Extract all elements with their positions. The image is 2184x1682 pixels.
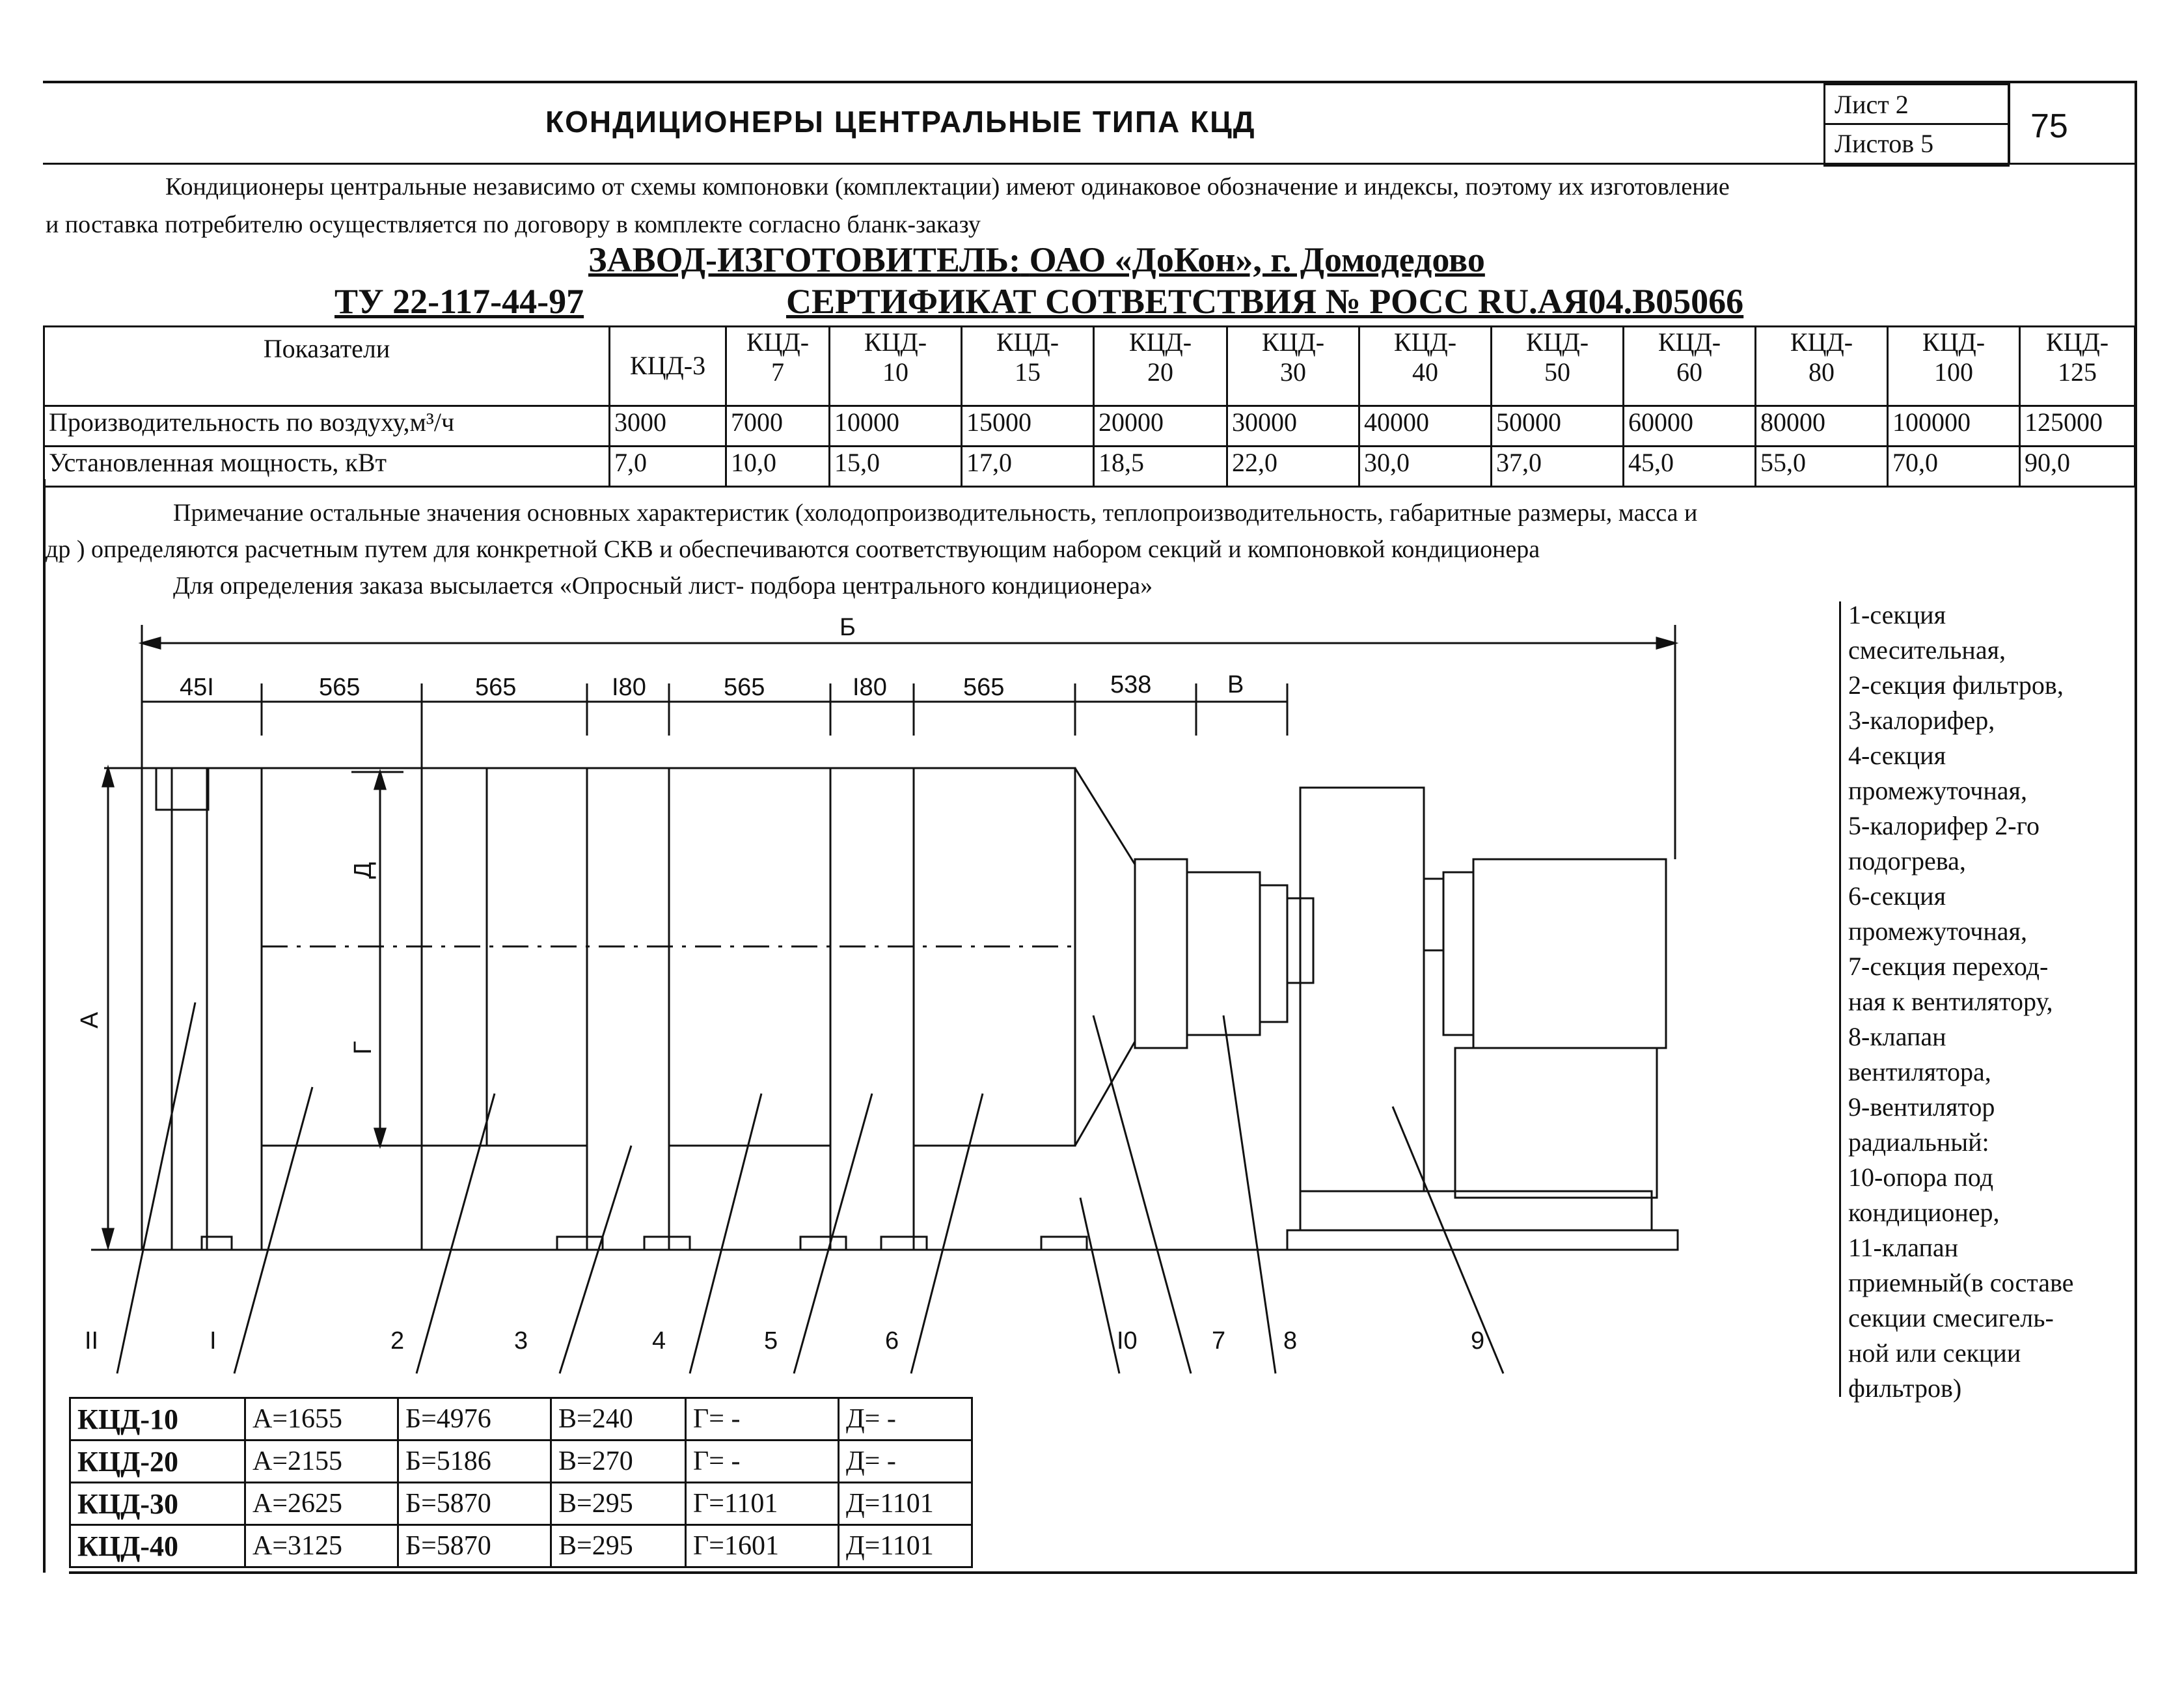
dims-cell: Г= -	[686, 1441, 839, 1483]
legend-line: 3-калорифер,	[1848, 706, 1995, 735]
legend-line: 7-секция переход-	[1848, 952, 2049, 981]
legend-line: вентилятора,	[1848, 1057, 1991, 1086]
legend-line: подогрева,	[1848, 846, 1966, 875]
spec-model-cell: КЦД-3	[610, 327, 726, 406]
spec-cell: 15000	[962, 406, 1094, 447]
spec-row-label: Установленная мощность, кВт	[44, 447, 610, 487]
manufacturer-label: ЗАВОД-ИЗГОТОВИТЕЛЬ:	[588, 240, 1021, 279]
legend-line: радиальный:	[1848, 1127, 1989, 1157]
dims-cell: В=240	[551, 1398, 686, 1441]
intro-line-1: Кондиционеры центральные независимо от схемы компоновки (комплектации) имеют одинаковое обозначение и индексы, поэтому их изготовление	[165, 173, 1730, 200]
dims-cell: Д= -	[839, 1441, 972, 1483]
spec-row-label: Производительность по воздуху,м³/ч	[44, 406, 610, 447]
spec-cell: 30,0	[1359, 447, 1492, 487]
spec-cell: 70,0	[1888, 447, 2020, 487]
note-line-1: Примечание остальные значения основных характеристик (холодопроизводительность, теплопроизводительность, габаритные размеры, масса и	[173, 499, 1698, 527]
dims-model: КЦД-30	[70, 1483, 245, 1525]
assembly-drawing	[65, 612, 1705, 1406]
spec-model-cell: КЦД- 7	[726, 327, 830, 406]
dims-model: КЦД-10	[70, 1398, 245, 1441]
dims-cell: Д=1101	[839, 1525, 972, 1567]
height-label-d: Д	[349, 862, 377, 879]
spec-model-cell: КЦД- 50	[1492, 327, 1624, 406]
dims-cell: Б=4976	[398, 1398, 551, 1441]
callout-label: 9	[1471, 1327, 1485, 1355]
intro-line-2: и поставка потребителю осуществляется по договору в комплекте согласно бланк-заказу	[46, 211, 981, 238]
segment-dim-label: 565	[319, 674, 361, 701]
overall-length-label: Б	[839, 614, 856, 641]
dims-cell: В=295	[551, 1483, 686, 1525]
callout-label: I0	[1117, 1327, 1138, 1355]
callout-label: I	[210, 1327, 217, 1355]
dims-cell: Г=1101	[686, 1483, 839, 1525]
dims-cell: В=295	[551, 1525, 686, 1567]
legend-line: 5-калорифер 2-го	[1848, 811, 2040, 840]
dimensions-table	[69, 1397, 973, 1568]
spec-cell: 45,0	[1624, 447, 1756, 487]
callout-label: 3	[514, 1327, 528, 1355]
spec-model-cell: КЦД- 10	[830, 327, 962, 406]
legend-line: 4-секция	[1848, 741, 1946, 770]
spec-cell: 3000	[610, 406, 726, 447]
legend-line: промежуточная,	[1848, 917, 2027, 946]
spec-cell: 10000	[830, 406, 962, 447]
segment-dim-label: 565	[963, 674, 1005, 701]
legend-line: 9-вентилятор	[1848, 1092, 1995, 1122]
segment-dim-label: I80	[612, 674, 646, 701]
spec-header-row	[44, 327, 2135, 406]
dims-cell: Б=5870	[398, 1483, 551, 1525]
page-number: 75	[2030, 107, 2068, 145]
spec-cell: 22,0	[1227, 447, 1359, 487]
callout-label: 5	[764, 1327, 778, 1355]
spec-header-label: Показатели	[44, 327, 610, 406]
spec-model-cell: КЦД- 15	[962, 327, 1094, 406]
standard-code: ТУ 22-117-44-97	[334, 282, 584, 321]
spec-cell: 7,0	[610, 447, 726, 487]
spec-cell: 20000	[1094, 406, 1227, 447]
dims-cell: Г= -	[686, 1398, 839, 1441]
note-line-3: Для определения заказа высылается «Опросный лист- подбора центрального кондиционера»	[173, 572, 1153, 600]
spec-cell: 55,0	[1756, 447, 1888, 487]
dims-row	[70, 1525, 972, 1567]
legend-line: 11-клапан	[1848, 1233, 1959, 1262]
spec-cell: 40000	[1359, 406, 1492, 447]
sheet-number: Лист 2	[1835, 90, 1909, 119]
callout-label: 7	[1212, 1327, 1226, 1355]
legend-line: промежуточная,	[1848, 776, 2027, 805]
dims-cell: Д=1101	[839, 1483, 972, 1525]
dims-row	[70, 1441, 972, 1483]
legend-line: секции смесигель-	[1848, 1303, 2054, 1332]
frame-header-bottom-line	[43, 163, 2136, 165]
segment-dim-label: 45I	[180, 674, 214, 701]
segment-dim-label: I80	[853, 674, 887, 701]
frame-bottom-line	[69, 1571, 2137, 1574]
dims-row	[70, 1398, 972, 1441]
spec-cell: 100000	[1888, 406, 2020, 447]
dims-cell: А=3125	[245, 1525, 398, 1567]
spec-row-airflow	[44, 406, 2135, 447]
dims-cell: В=270	[551, 1441, 686, 1483]
manufacturer-line	[588, 240, 1485, 280]
callout-label: 4	[652, 1327, 666, 1355]
spec-cell: 50000	[1492, 406, 1624, 447]
height-label-a: А	[76, 1012, 103, 1028]
spec-model-cell: КЦД- 125	[2020, 327, 2135, 406]
legend-line: 2-секция фильтров,	[1848, 670, 2064, 700]
dims-row	[70, 1483, 972, 1525]
spec-cell: 18,5	[1094, 447, 1227, 487]
dims-model: КЦД-40	[70, 1525, 245, 1567]
spec-model-cell: КЦД- 20	[1094, 327, 1227, 406]
legend-line: ная к вентилятору,	[1848, 987, 2053, 1016]
legend-divider	[1839, 601, 1841, 1397]
legend	[1848, 598, 2128, 1406]
spec-model-cell: КЦД- 80	[1756, 327, 1888, 406]
intro-text	[46, 168, 2128, 243]
callout-label: 6	[885, 1327, 899, 1355]
segment-dim-label: В	[1227, 671, 1244, 698]
frame-right-line	[2135, 81, 2137, 1573]
segment-dim-label: 565	[475, 674, 517, 701]
spec-model-cell: КЦД- 40	[1359, 327, 1492, 406]
sheet-divider	[1825, 123, 2008, 125]
height-label-g: Г	[349, 1041, 377, 1055]
legend-line: фильтров)	[1848, 1373, 1962, 1403]
legend-line: кондиционер,	[1848, 1198, 2000, 1227]
dims-model: КЦД-20	[70, 1441, 245, 1483]
callout-label: II	[85, 1327, 99, 1355]
frame-top-line	[43, 81, 2136, 83]
dims-cell: А=2625	[245, 1483, 398, 1525]
document-title: КОНДИЦИОНЕРЫ ЦЕНТРАЛЬНЫЕ ТИПА КЦД	[545, 105, 1256, 139]
legend-line: 10-опора под	[1848, 1163, 1994, 1192]
legend-line: 1-секция	[1848, 600, 1946, 629]
segment-dim-label: 538	[1110, 671, 1152, 698]
note-text	[46, 495, 2128, 604]
spec-table	[43, 325, 2136, 488]
spec-cell: 60000	[1624, 406, 1756, 447]
manufacturer-value: ОАО «ДоКон», г. Домодедово	[1029, 240, 1485, 279]
spec-cell: 125000	[2020, 406, 2135, 447]
segment-dim-label: 565	[724, 674, 765, 701]
legend-line: 8-клапан	[1848, 1022, 1946, 1051]
spec-cell: 17,0	[962, 447, 1094, 487]
note-line-2: др ) определяются расчетным путем для конкретной СКВ и обеспечиваются соответствующим набором секций и компоновкой кондиционера	[46, 536, 1540, 563]
legend-line: смесительная,	[1848, 635, 2006, 665]
legend-line: ной или секции	[1848, 1338, 2021, 1368]
spec-cell: 10,0	[726, 447, 830, 487]
dims-cell: Д= -	[839, 1398, 972, 1441]
legend-line: 6-секция	[1848, 881, 1946, 911]
frame-left-line	[43, 479, 46, 1573]
dims-cell: А=2155	[245, 1441, 398, 1483]
spec-cell: 80000	[1756, 406, 1888, 447]
sheet-box	[1823, 83, 2010, 167]
spec-model-cell: КЦД- 60	[1624, 327, 1756, 406]
spec-cell: 90,0	[2020, 447, 2135, 487]
sheets-total: Листов 5	[1835, 129, 1934, 158]
spec-row-power	[44, 447, 2135, 487]
dims-cell: Б=5870	[398, 1525, 551, 1567]
spec-cell: 37,0	[1492, 447, 1624, 487]
callout-label: 2	[390, 1327, 405, 1355]
certificate-number: СЕРТИФИКАТ СОТВЕТСТВИЯ № РОСС RU.АЯ04.В05066	[786, 282, 1744, 321]
dims-cell: Б=5186	[398, 1441, 551, 1483]
spec-model-cell: КЦД- 100	[1888, 327, 2020, 406]
page-number-divider	[2008, 83, 2010, 163]
spec-cell: 7000	[726, 406, 830, 447]
callout-label: 8	[1283, 1327, 1298, 1355]
legend-line: приемный(в составе	[1848, 1268, 2074, 1297]
spec-cell: 30000	[1227, 406, 1359, 447]
dims-cell: Г=1601	[686, 1525, 839, 1567]
spec-cell: 15,0	[830, 447, 962, 487]
spec-model-cell: КЦД- 30	[1227, 327, 1359, 406]
dims-cell: А=1655	[245, 1398, 398, 1441]
